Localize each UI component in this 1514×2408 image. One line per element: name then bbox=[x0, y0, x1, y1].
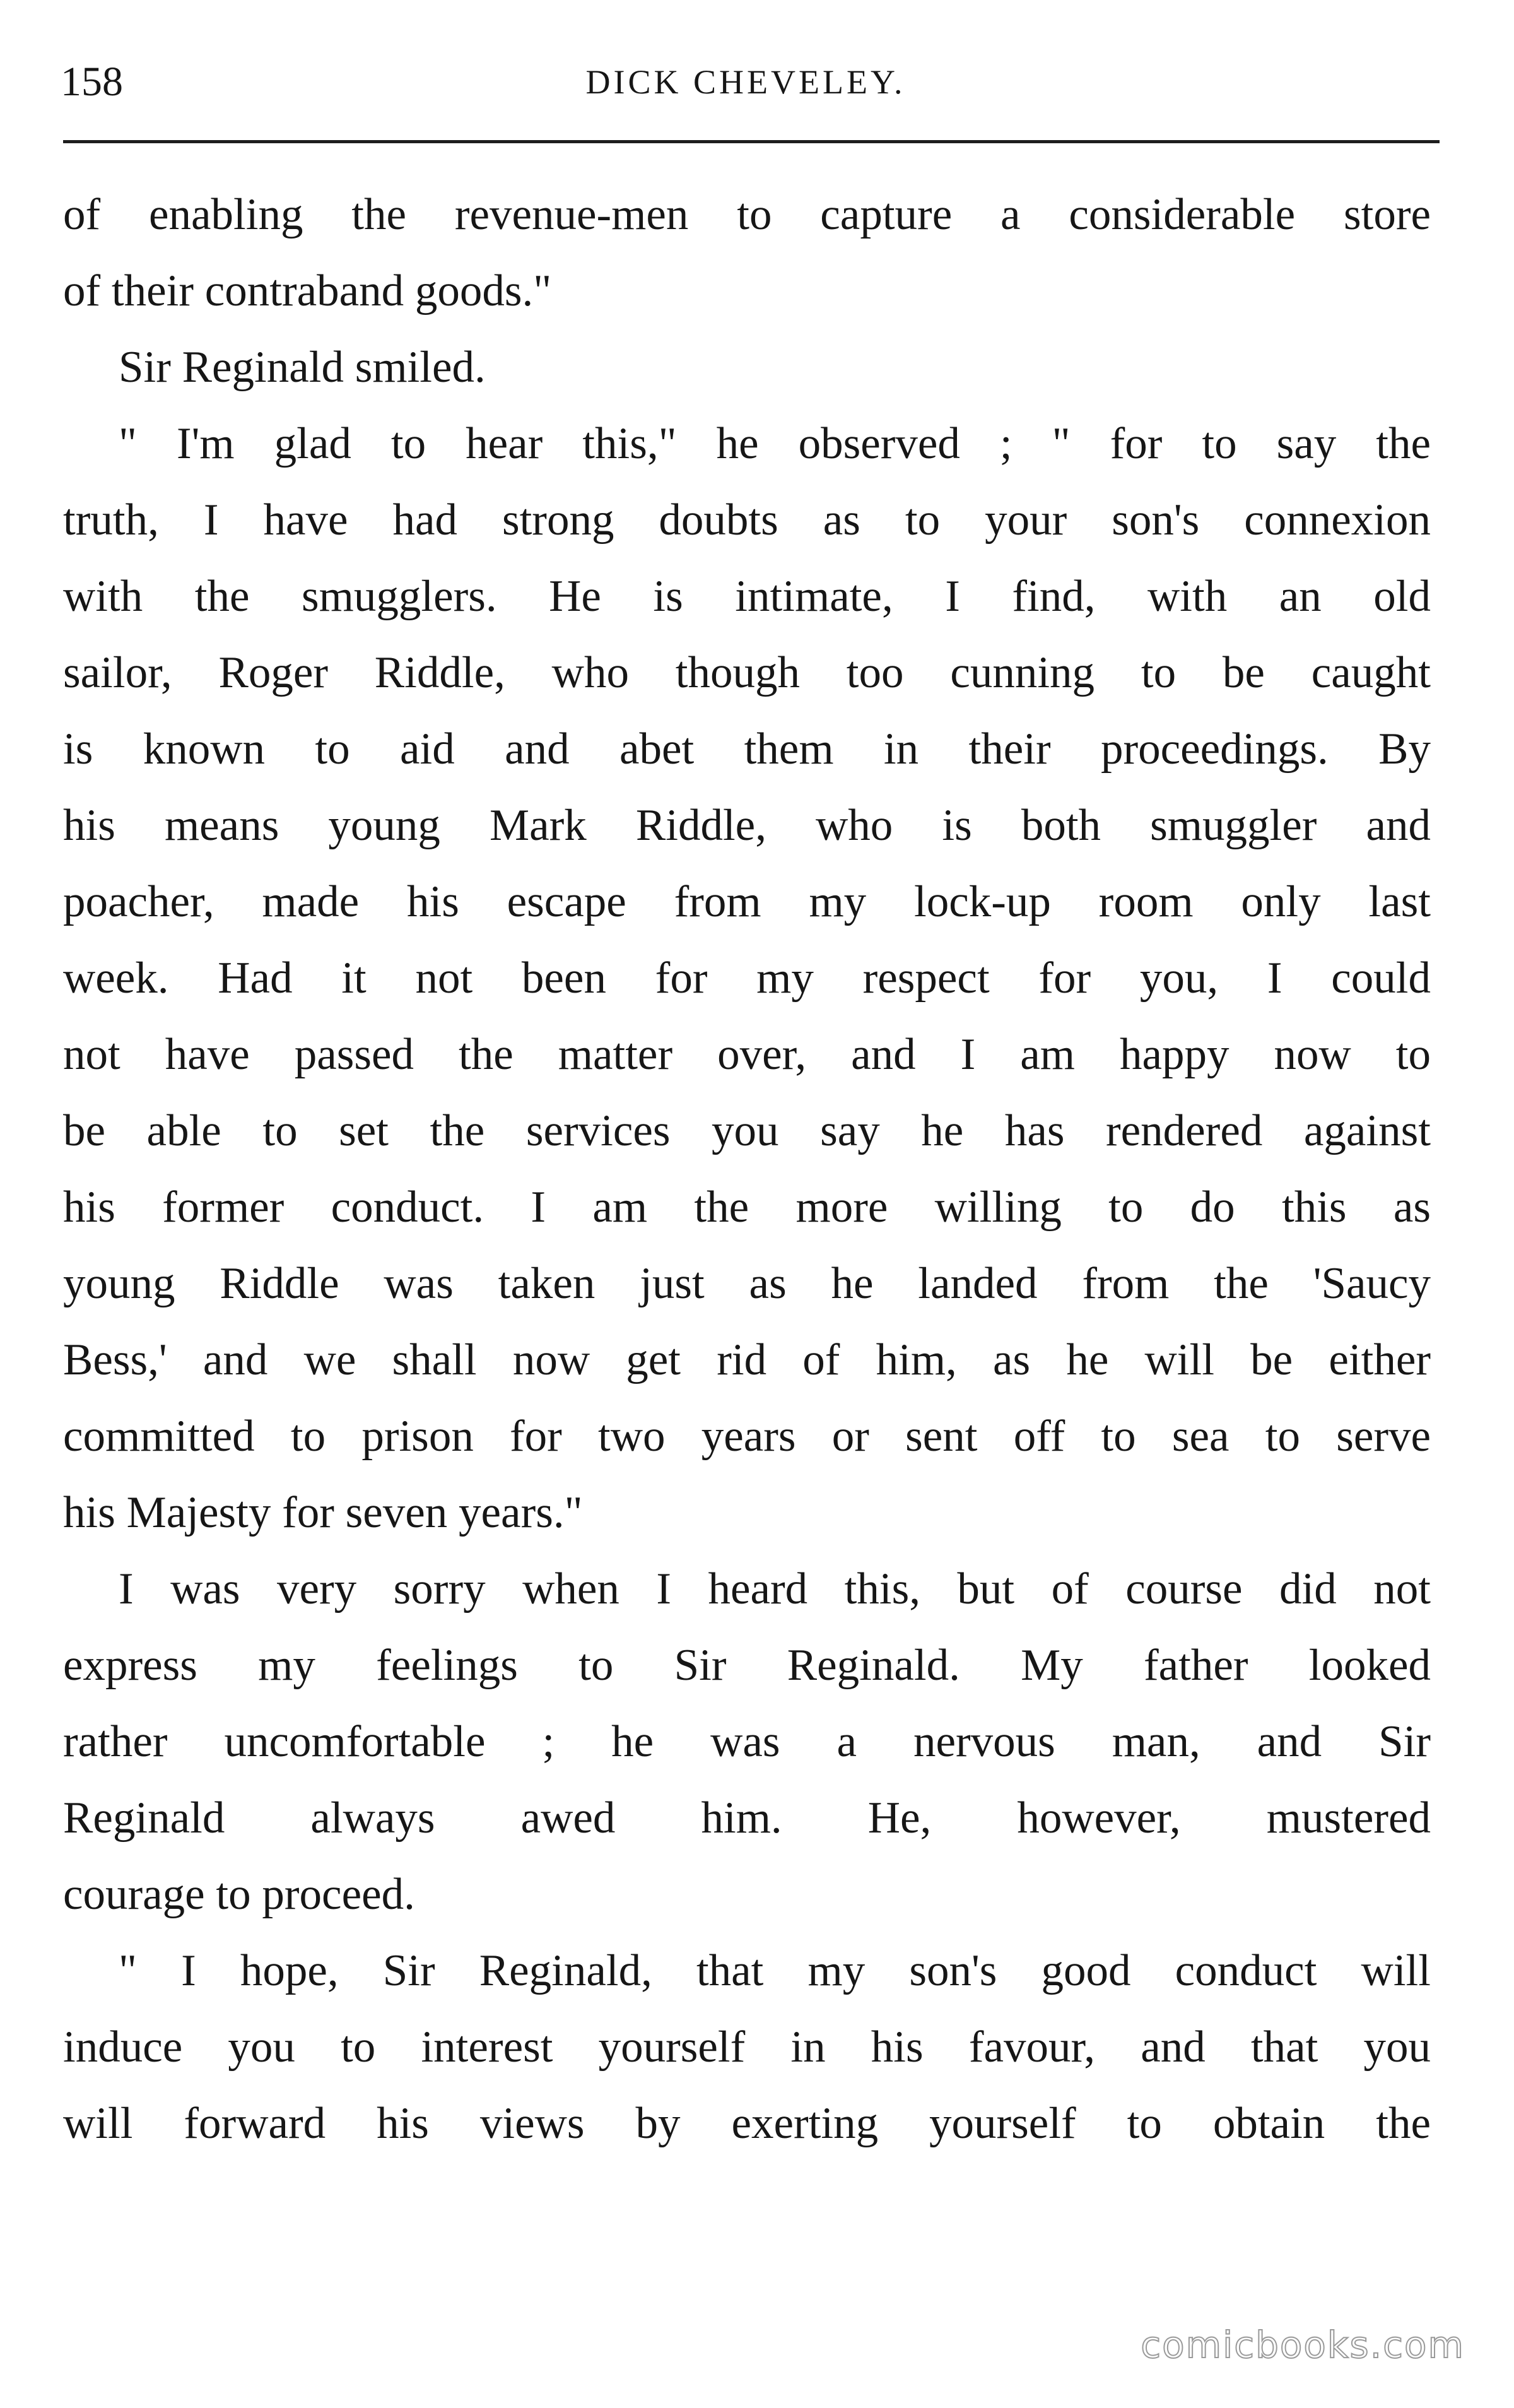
text-line: his Majesty for seven years." bbox=[63, 1488, 583, 1537]
text-line: is known to aid and abet them in their proceedings. By bbox=[63, 724, 1431, 774]
text-line: of their contraband goods." bbox=[63, 266, 552, 316]
text-line: poacher, made his escape from my lock-up room only last bbox=[63, 877, 1431, 926]
text-line: will forward his views by exerting yourself to obtain the bbox=[63, 2099, 1431, 2148]
text-line: be able to set the services you say he has rendered against bbox=[63, 1106, 1431, 1155]
text-line: his means young Mark Riddle, who is both smuggler and bbox=[63, 801, 1431, 850]
text-line: his former conduct. I am the more willing to do this as bbox=[63, 1183, 1431, 1232]
paragraph bbox=[63, 1551, 1431, 1933]
watermark: comicbooks.com bbox=[1141, 2323, 1465, 2366]
text-line: Sir Reginald smiled. bbox=[119, 343, 486, 392]
body-text bbox=[63, 177, 1431, 2162]
paragraph bbox=[63, 329, 1431, 406]
header-rule bbox=[63, 140, 1440, 143]
paragraph bbox=[63, 177, 1431, 329]
text-line: express my feelings to Sir Reginald. My father looked bbox=[63, 1641, 1431, 1690]
text-line: rather uncomfortable ; he was a nervous man, and Sir bbox=[63, 1717, 1431, 1766]
running-head: DICK CHEVELEY. bbox=[585, 63, 906, 101]
page-header bbox=[61, 50, 1431, 114]
text-line: truth, I have had strong doubts as to your son's connexion bbox=[63, 495, 1431, 545]
text-line: sailor, Roger Riddle, who though too cunning to be caught bbox=[63, 648, 1431, 697]
text-line: week. Had it not been for my respect for you, I could bbox=[63, 953, 1431, 1003]
text-line: of enabling the revenue-men to capture a considerable store bbox=[63, 190, 1431, 239]
page-number: 158 bbox=[61, 59, 123, 105]
text-line: induce you to interest yourself in his favour, and that you bbox=[63, 2022, 1431, 2072]
paragraph bbox=[63, 1933, 1431, 2162]
paragraph bbox=[63, 406, 1431, 1551]
text-line: not have passed the matter over, and I am happy now to bbox=[63, 1030, 1431, 1079]
text-line: " I'm glad to hear this," he observed ; " for to say the bbox=[119, 419, 1431, 468]
text-line: with the smugglers. He is intimate, I find, with an old bbox=[63, 572, 1431, 621]
text-line: Reginald always awed him. He, however, mustered bbox=[63, 1793, 1431, 1843]
text-line: committed to prison for two years or sent off to sea to serve bbox=[63, 1412, 1431, 1461]
text-line: Bess,' and we shall now get rid of him, as he will be either bbox=[63, 1335, 1431, 1384]
text-line: young Riddle was taken just as he landed from the 'Saucy bbox=[63, 1259, 1431, 1308]
text-line: I was very sorry when I heard this, but of course did not bbox=[119, 1564, 1431, 1614]
text-line: courage to proceed. bbox=[63, 1870, 415, 1919]
text-line: " I hope, Sir Reginald, that my son's good conduct will bbox=[119, 1946, 1431, 1995]
